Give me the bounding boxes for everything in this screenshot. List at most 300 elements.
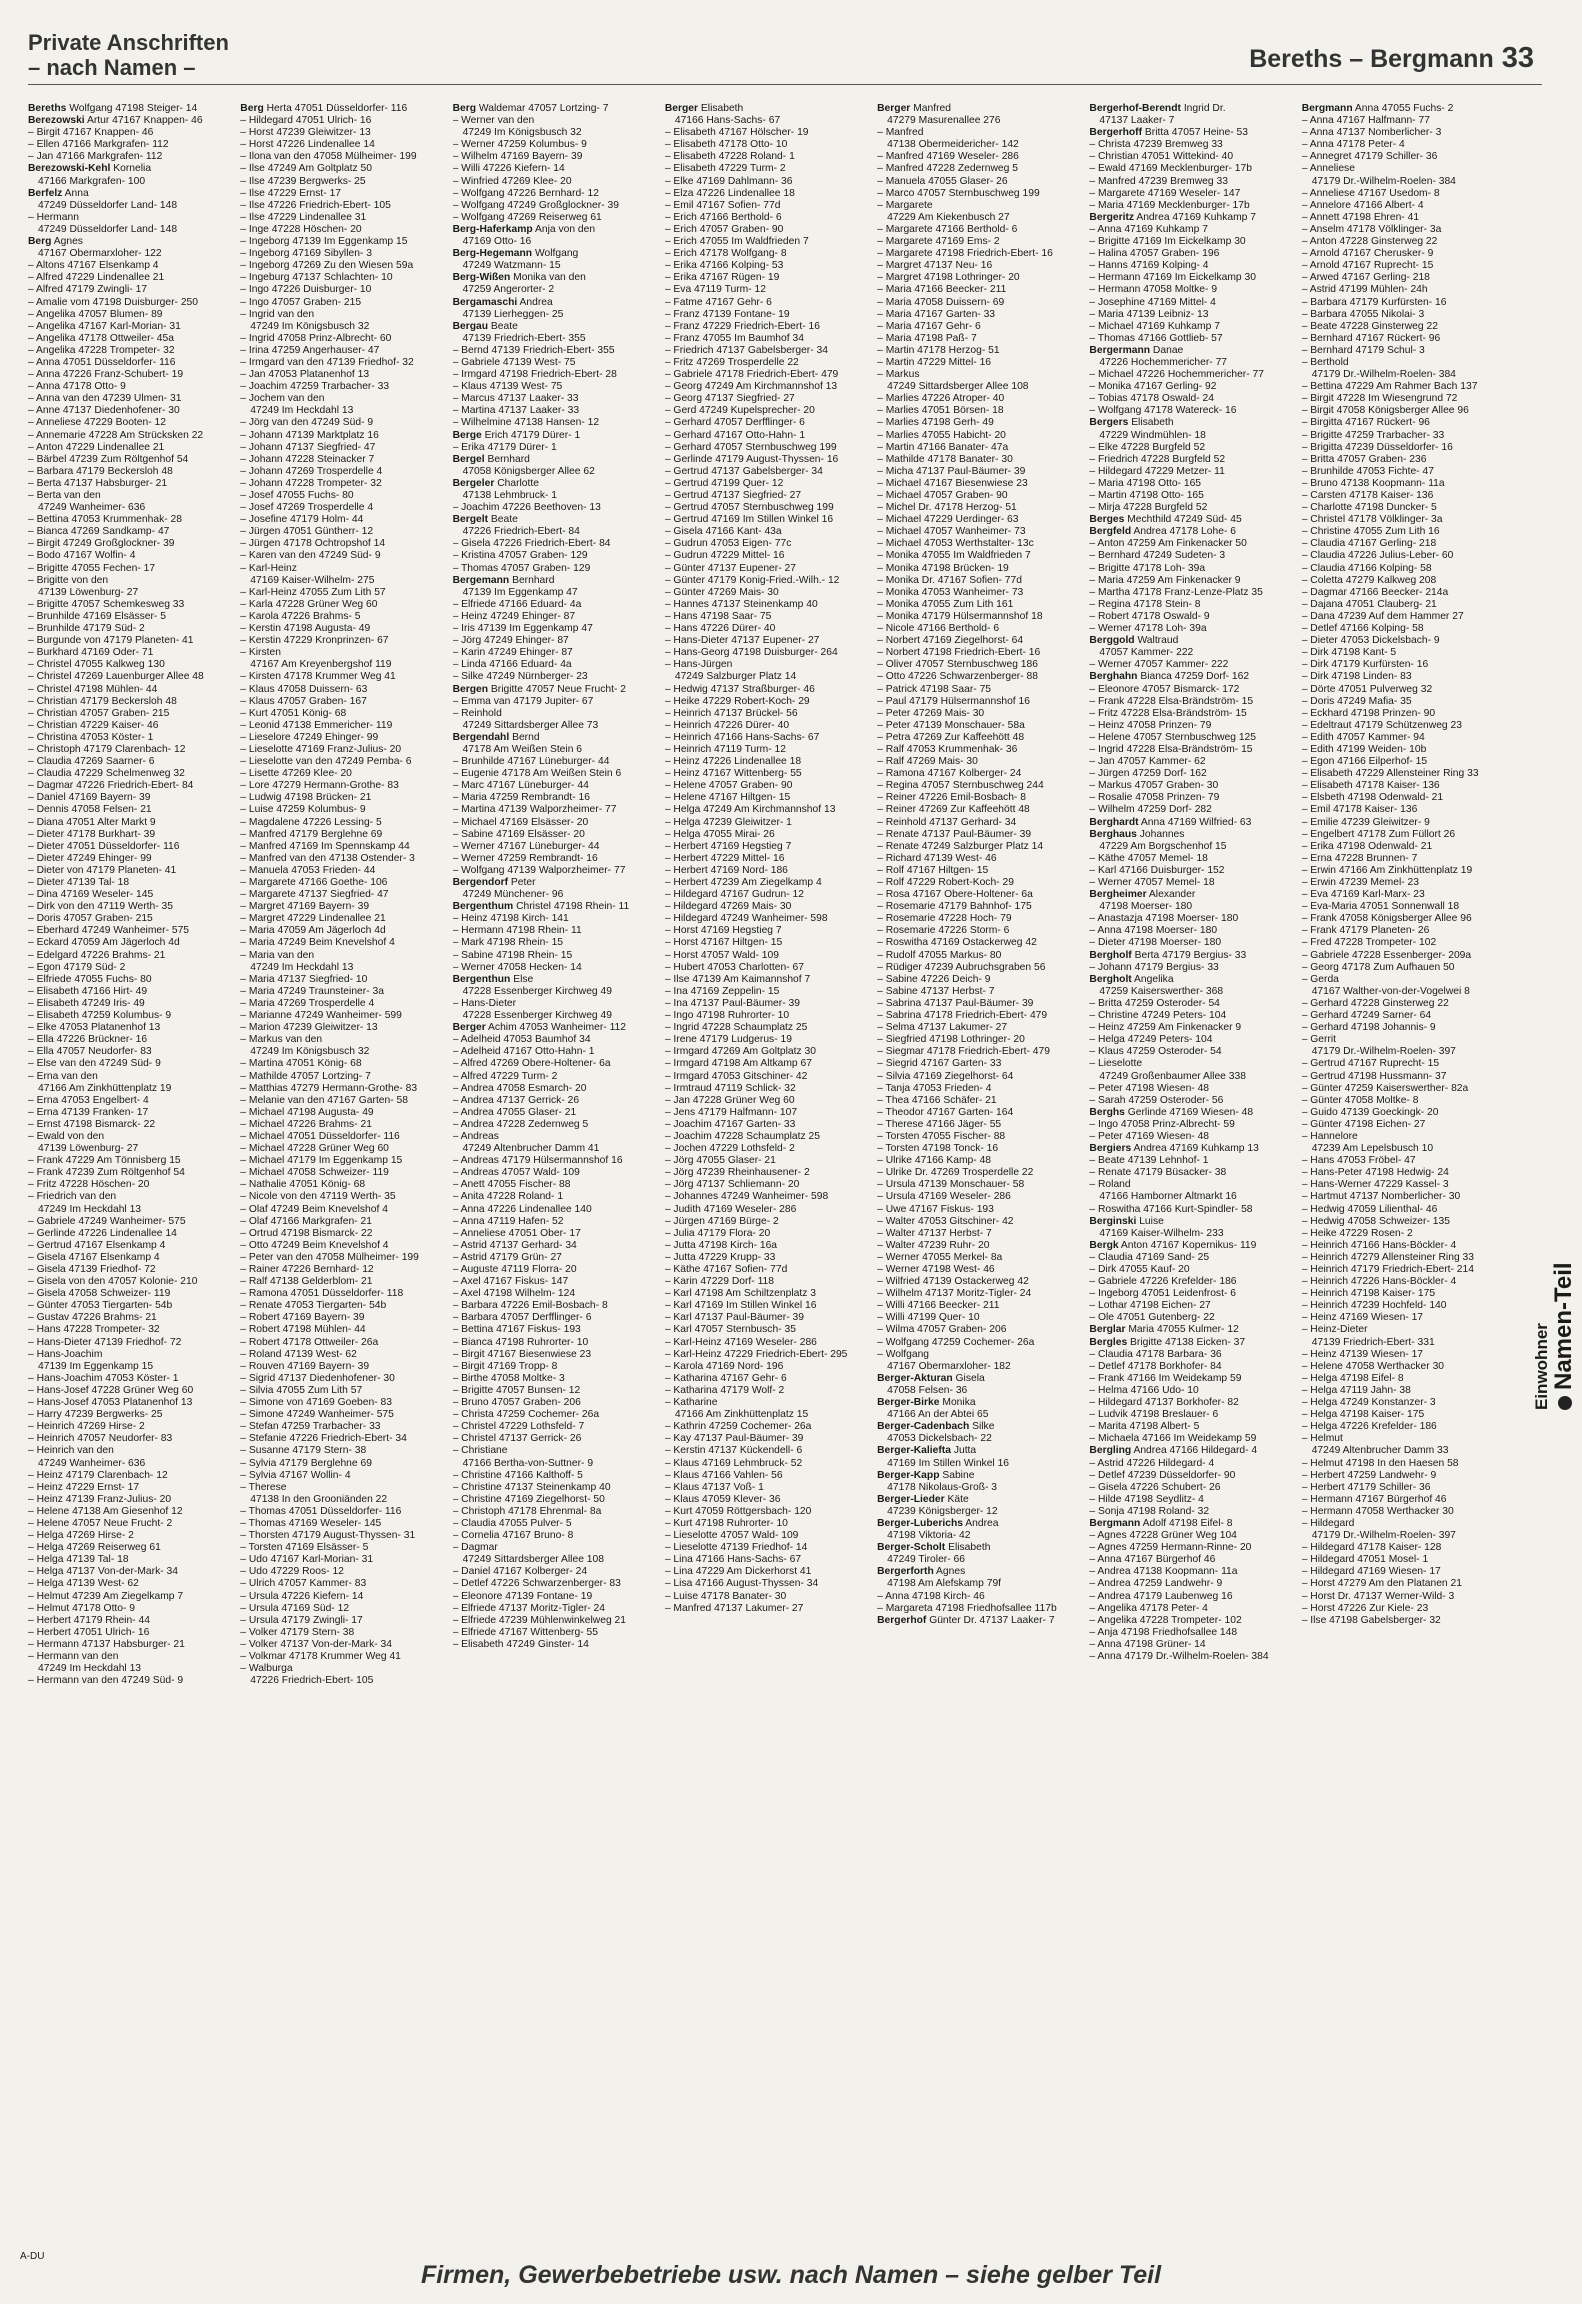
- directory-entry: – Siegmar 47178 Friedrich-Ebert- 479: [877, 1046, 1050, 1058]
- directory-entry: – Heinrich 47166 Hans-Böckler- 4: [1301, 1239, 1457, 1251]
- directory-entry: – Marlies 47055 Habicht- 20: [877, 429, 1006, 441]
- directory-entry: – Tanja 47053 Frieden- 4: [877, 1082, 992, 1094]
- directory-entry: – Gertrud 47057 Sternbuschweg 199: [664, 502, 834, 514]
- directory-entry: – Mirja 47228 Burgfeld 52: [1089, 502, 1208, 514]
- directory-entry: – Elisabeth 47249 Iris- 49: [28, 997, 145, 1009]
- directory-entry: – Martin 47198 Otto- 165: [1089, 490, 1204, 501]
- directory-entry: – Udo 47229 Roos- 12: [240, 1566, 344, 1578]
- directory-entry: Bergles Brigitte 47138 Eicken- 37: [1089, 1336, 1246, 1348]
- directory-entry: – Annelore 47166 Albert- 4: [1301, 199, 1424, 211]
- directory-entry: – Helmut: [1301, 1433, 1343, 1445]
- directory-entry: – Heinrich 47226 Dürer- 40: [664, 719, 790, 731]
- directory-entry: – Friedrich van den: [28, 1191, 117, 1203]
- directory-entry: – Lieselotte 47139 Friedhof- 14: [664, 1542, 808, 1554]
- directory-entry: – Ewald 47169 Mecklenburger- 17b: [1089, 163, 1252, 175]
- directory-entry: – Friedrich 47137 Gabelsberger- 34: [664, 344, 828, 356]
- directory-entry: – Dörte 47051 Pulverweg 32: [1301, 683, 1433, 695]
- directory-entry: – Peter 47139 Monschauer- 58a: [877, 719, 1025, 731]
- directory-entry: – Gertrud 47137 Siegfried- 27: [664, 490, 802, 501]
- directory-entry: – Karl-Heinz 47055 Zum Lith 57: [240, 586, 386, 598]
- directory-entry: – Maria 47167 Gehr- 6: [877, 320, 981, 332]
- directory-entry: – Sabine 47169 Elsässer- 20: [452, 828, 585, 840]
- directory-entry: – Gerhard 47057 Sternbuschweg 199: [664, 441, 837, 453]
- directory-entry: – Anna van den 47239 Ulmen- 31: [28, 393, 182, 405]
- directory-entry: – Herbert 47169 Nord- 186: [664, 864, 788, 876]
- directory-entry: – Christina 47053 Köster- 1: [28, 731, 154, 743]
- directory-entry: – Erna 47139 Franken- 17: [28, 1106, 149, 1118]
- directory-entry: – Barbara 47057 Derfflinger- 6: [452, 1312, 592, 1324]
- directory-entry: – Karl 47166 Duisburger- 152: [1089, 864, 1225, 876]
- directory-entry: – Winfried 47269 Klee- 20: [452, 175, 572, 187]
- directory-entry: – Bernhard 47249 Sudeten- 3: [1089, 550, 1226, 562]
- directory-entry: 47198 Viktoria- 42: [887, 1530, 971, 1542]
- directory-entry: – Petra 47269 Zur Kaffeehött 48: [877, 731, 1025, 743]
- directory-entry: – Heinz 47229 Ernst- 17: [28, 1481, 140, 1493]
- directory-entry: – Anna 47226 Lindenallee 140: [452, 1203, 592, 1215]
- directory-entry: – Ralf 47138 Gelderblom- 21: [240, 1276, 373, 1288]
- directory-entry: – Barbara 47179 Beckersloh 48: [28, 465, 173, 477]
- directory-entry: – Helmut 47239 Am Ziegelkamp 7: [28, 1590, 184, 1602]
- directory-entry: – Coletta 47279 Kalkweg 208: [1301, 574, 1437, 586]
- directory-entry: – Michael 47198 Augusta- 49: [240, 1106, 374, 1118]
- directory-entry: – Renate 47179 Büsacker- 38: [1089, 1167, 1227, 1179]
- directory-entry: – Guido 47139 Goeckingk- 20: [1301, 1106, 1439, 1118]
- directory-entry: – Hermann 47198 Rhein- 11: [452, 925, 582, 937]
- directory-entry: – Brigitte 47057 Bunsen- 12: [452, 1384, 581, 1396]
- directory-entry: – Hans-Josef 47053 Platanenhof 13: [28, 1397, 193, 1409]
- directory-entry: – Klaus 47259 Osteroder- 54: [1089, 1046, 1222, 1058]
- directory-entry: – Heinz-Dieter: [1301, 1324, 1368, 1336]
- directory-entry: – Hermann 47058 Werthacker 30: [1301, 1505, 1454, 1517]
- directory-entry: 47139 Lierheggen- 25: [462, 308, 564, 320]
- directory-entry: – Wilma 47057 Graben- 206: [877, 1324, 1007, 1336]
- directory-entry: – Ingo 47058 Prinz-Albrecht- 59: [1089, 1118, 1235, 1130]
- directory-entry: – Hermann 47058 Moltke- 9: [1089, 284, 1218, 296]
- directory-entry: 47249 Sittardsberger Allee 108: [887, 381, 1029, 393]
- directory-entry: – Brigitte 47057 Schemkesweg 33: [28, 598, 185, 610]
- directory-entry: Berger Manfred: [877, 103, 951, 114]
- directory-entry: Berger-Kaliefta Jutta: [877, 1445, 977, 1457]
- directory-entry: – Johann 47139 Marktplatz 16: [240, 429, 379, 441]
- directory-entry: – Agnes 47259 Hermann-Rinne- 20: [1089, 1542, 1252, 1554]
- directory-entry: – Christian 47229 Kaiser- 46: [28, 719, 159, 731]
- directory-entry: Berger-Luberichs Andrea: [877, 1517, 999, 1529]
- directory-entry: – Reiner 47269 Zur Kaffeehött 48: [877, 804, 1030, 816]
- directory-entry: – Alfred 47269 Obere-Holtener- 6a: [452, 1058, 611, 1070]
- directory-entry: – Anneliese 47051 Ober- 17: [452, 1227, 581, 1239]
- directory-entry: – Anna 47198 Grüner- 14: [1089, 1638, 1206, 1650]
- directory-entry: – Judith 47169 Weseler- 286: [664, 1203, 797, 1215]
- directory-entry: – Anna 47119 Hafen- 52: [452, 1215, 564, 1227]
- directory-entry: – Brunhilde 47053 Fichte- 47: [1301, 465, 1434, 477]
- directory-entry: – Heinz 47139 Franz-Julius- 20: [28, 1493, 172, 1505]
- directory-entry: – Gudrun 47053 Eigen- 77c: [664, 538, 792, 550]
- directory-entry: – Maria 47249 Traunsteiner- 3a: [240, 985, 384, 997]
- directory-entry: – Hannes 47137 Steinenkamp 40: [664, 598, 818, 610]
- directory-entry: – Margarete 47169 Weseler- 147: [1089, 187, 1241, 199]
- directory-entry: – Karl-Heinz 47229 Friedrich-Ebert- 295: [664, 1348, 848, 1360]
- directory-entry: – Elza 47226 Lindenallee 18: [664, 187, 795, 199]
- directory-entry: – Marlies 47226 Atroper- 40: [877, 393, 1005, 405]
- directory-entry: – Ursula 47226 Kiefern- 14: [240, 1590, 364, 1602]
- directory-entry: – Günter 47259 Kaiserswerther- 82a: [1301, 1082, 1469, 1094]
- directory-entry: – Thomas 47051 Düsseldorfer- 116: [240, 1505, 402, 1517]
- directory-entry: – Siegfried 47198 Lothringer- 20: [877, 1034, 1025, 1046]
- directory-entry: – Berta 47137 Habsburger- 21: [28, 477, 168, 489]
- directory-entry: – Hans-Josef 47228 Grüner Weg 60: [28, 1384, 194, 1396]
- directory-entry: – Reinhold 47137 Gerhard- 34: [877, 816, 1017, 828]
- directory-entry: 47058 Felsen- 36: [887, 1384, 968, 1396]
- directory-entry: – Horst 47226 Zur Kiele- 23: [1301, 1602, 1429, 1614]
- directory-entry: – Alfred 47229 Turm- 2: [452, 1070, 558, 1082]
- directory-entry: – Rosalie 47058 Prinzen- 79: [1089, 792, 1220, 804]
- directory-entry: – Doris 47057 Graben- 215: [28, 913, 153, 925]
- directory-entry: – Otto 47249 Beim Knevelshof 4: [240, 1239, 389, 1251]
- directory-entry: – Christine 47137 Steinenkamp 40: [452, 1481, 611, 1493]
- directory-entry: – Herbert 47179 Rhein- 44: [28, 1614, 150, 1626]
- directory-entry: – Ursula 47179 Zwingli- 17: [240, 1614, 363, 1626]
- directory-entry: – Wolfgang: [877, 1348, 930, 1360]
- directory-entry: – Anna 47169 Kuhkamp 7: [1089, 223, 1208, 235]
- directory-entry: – Angelika 47228 Trompeter- 32: [28, 344, 175, 356]
- directory-entry: – Therese 47166 Jäger- 55: [877, 1118, 1002, 1130]
- directory-entry: – Kirsten: [240, 647, 281, 659]
- directory-entry: 47139 Im Eggenkamp 15: [38, 1360, 154, 1372]
- directory-entry: Bergmann Adolf 47198 Eifel- 8: [1089, 1517, 1233, 1529]
- directory-entry: – Eugenie 47178 Am Weißen Stein 6: [452, 768, 622, 780]
- directory-entry: Bereths Wolfgang 47198 Steiger- 14: [28, 103, 198, 114]
- directory-entry: – Manfred 47137 Lakumer- 27: [664, 1602, 804, 1614]
- directory-entry: – Margret 47198 Lothringer- 20: [877, 272, 1020, 284]
- directory-entry: – Heike 47229 Rosen- 2: [1301, 1227, 1413, 1239]
- directory-entry: Berghaus Johannes: [1089, 828, 1185, 840]
- directory-entry: – Erwin 47166 Am Zinkhüttenplatz 19: [1301, 864, 1473, 876]
- directory-entry: – Helga 47226 Krefelder- 186: [1301, 1421, 1437, 1433]
- directory-entry: – Günter 47053 Tiergarten- 54b: [28, 1300, 173, 1312]
- directory-entry: – Wolfgang 47269 Reiserweg 61: [452, 211, 602, 223]
- directory-entry: – Ilse 47139 Am Kaimannshof 7: [664, 973, 811, 985]
- directory-entry: – Bruno 47138 Koopmann- 11a: [1301, 477, 1445, 489]
- directory-entry: – Oliver 47057 Sternbuschweg 186: [877, 659, 1038, 671]
- directory-entry: – Margarete 47169 Ems- 2: [877, 236, 1000, 248]
- directory-entry: – Auguste 47119 Florra- 20: [452, 1264, 577, 1275]
- directory-entry: – Anneliese 47167 Usedom- 8: [1301, 187, 1440, 199]
- directory-entry: – Lina 47166 Hans-Sachs- 67: [664, 1554, 802, 1566]
- directory-entry: – Gisela 47139 Friedhof- 72: [28, 1264, 156, 1275]
- directory-entry: – Dieter 47053 Dickelsbach- 9: [1301, 635, 1440, 647]
- directory-entry: – Doris 47249 Mafia- 35: [1301, 695, 1412, 707]
- directory-entry: Berglar Maria 47055 Kulmer- 12: [1089, 1324, 1239, 1336]
- section-tab-line1: Einwohner: [1532, 1323, 1551, 1410]
- directory-entry: – Eberhard 47249 Wanheimer- 575: [28, 925, 190, 937]
- directory-entry: Bergermann Danae: [1089, 344, 1184, 356]
- directory-entry: – Franz 47139 Fontane- 19: [664, 308, 790, 320]
- directory-entry: – Alfred 47179 Zwingli- 17: [28, 284, 148, 296]
- directory-entry: – Manfred van den 47138 Ostender- 3: [240, 852, 415, 864]
- directory-entry: – Erna van den: [28, 1070, 98, 1082]
- directory-entry: – Lisa 47166 August-Thyssen- 34: [664, 1578, 819, 1590]
- directory-entry: – Marlies 47051 Börsen- 18: [877, 405, 1004, 417]
- directory-entry: – Regina 47178 Stein- 8: [1089, 598, 1201, 610]
- directory-entry: – Mark 47198 Rhein- 15: [452, 937, 564, 949]
- footer-note: Firmen, Gewerbebetriebe usw. nach Namen – siehe gelber Teil: [420, 2261, 1162, 2289]
- directory-entry: – Gerda: [1301, 973, 1339, 985]
- directory-entry: – Cornelia 47167 Bruno- 8: [452, 1530, 574, 1542]
- directory-entry: – Gudrun 47229 Mittel- 16: [664, 550, 785, 562]
- directory-entry: – Andrea 47058 Esmarch- 20: [452, 1082, 587, 1094]
- directory-entry: – Gertrud 47198 Hussmann- 37: [1301, 1070, 1447, 1082]
- directory-entry: – Erika 47198 Odenwald- 21: [1301, 840, 1433, 852]
- directory-entry: – Hildegard 47167 Gudrun- 12: [664, 889, 804, 901]
- directory-entry: – Brigitte 47169 Im Eickelkamp 30: [1089, 236, 1246, 248]
- directory-entry: – Detlef 47239 Düsseldorfer- 90: [1089, 1469, 1236, 1481]
- directory-entry: – Klaus 47169 Lehmbruck- 52: [664, 1457, 803, 1469]
- directory-entry: 47229 Am Kiekenbusch 27: [887, 211, 1010, 223]
- directory-entry: – Astrid 47179 Grün- 27: [452, 1251, 562, 1263]
- directory-entry: – Andrea 47228 Zedernweg 5: [452, 1118, 589, 1130]
- directory-entry: – Margret 47137 Neu- 16: [877, 260, 993, 272]
- directory-entry: – Eckhard 47198 Prinzen- 90: [1301, 707, 1436, 719]
- directory-entry: – Marion 47239 Gleiwitzer- 13: [240, 1022, 378, 1034]
- directory-entry: – Angelika 47178 Ottweiler- 45a: [28, 332, 174, 344]
- directory-entry: – Hans-Georg 47198 Duisburger- 264: [664, 647, 838, 659]
- directory-entry: 47058 Königsberger Allee 62: [462, 465, 595, 477]
- directory-entry: – Micha 47137 Paul-Bäumer- 39: [877, 465, 1026, 477]
- directory-entry: – Werner 47057 Memel- 18: [1089, 877, 1215, 888]
- directory-entry: – Brunhilde 47169 Elsässer- 5: [28, 610, 166, 622]
- directory-entry: 47179 Dr.-Wilhelm-Roelen- 397: [1311, 1530, 1456, 1542]
- directory-entry: – Michael 47057 Graben- 90: [877, 490, 1008, 501]
- directory-entry: – Rüdiger 47239 Aubruchsgraben 56: [877, 961, 1046, 973]
- directory-entry: – Dieter 47198 Moerser- 180: [1089, 937, 1222, 949]
- directory-entry: – Annett 47198 Ehren- 41: [1301, 211, 1420, 223]
- name-range: Bereths – Bergmann: [1249, 45, 1494, 73]
- directory-entry: – Christian 47179 Beckersloh 48: [28, 695, 177, 707]
- directory-entry: – Helga 47269 Reiserweg 61: [28, 1542, 161, 1554]
- directory-entry: – Ina 47137 Paul-Bäumer- 39: [664, 997, 800, 1009]
- directory-entry: – Gabriele 47139 West- 75: [452, 356, 576, 368]
- directory-entry: – Claudia 47229 Schelmenweg 32: [28, 768, 185, 780]
- directory-entry: – Elfriede 47055 Fuchs- 80: [28, 973, 152, 985]
- directory-entry: – Claudia 47167 Gerling- 218: [1301, 538, 1437, 550]
- directory-entry: – Irina 47259 Angerhauser- 47: [240, 344, 380, 356]
- directory-entry: – Helga 47239 Gleiwitzer- 1: [664, 816, 792, 828]
- directory-entry: – Margarete 47198 Friedrich-Ebert- 16: [877, 248, 1053, 260]
- directory-entry: – Johann 47228 Trompeter- 32: [240, 477, 382, 489]
- directory-entry: – Jörg van den 47249 Süd- 9: [240, 417, 374, 429]
- directory-entry: – Manfred 47239 Bremweg 33: [1089, 175, 1228, 187]
- directory-entry: – Lina 47229 Am Dickerhorst 41: [664, 1566, 812, 1578]
- directory-entry: – Siegrid 47167 Garten- 33: [877, 1058, 1002, 1070]
- corner-code: A-DU: [20, 2251, 45, 2262]
- directory-entry: – Anett 47055 Fischer- 88: [452, 1179, 571, 1191]
- directory-entry: – Heinz 47226 Lindenallee 18: [664, 756, 802, 768]
- directory-entry: – Christoph 47178 Ehrenmal- 8a: [452, 1505, 602, 1517]
- directory-entry: – Edith 47199 Weiden- 10b: [1301, 743, 1427, 755]
- directory-entry: – Andrea 47137 Gerrick- 26: [452, 1094, 580, 1106]
- directory-entry: – Monika 47055 Im Waldfrieden 7: [877, 550, 1031, 562]
- directory-entry: – Kirsten 47178 Krummer Weg 41: [240, 671, 396, 683]
- directory-entry: Berg Agnes: [28, 236, 83, 248]
- directory-entry: – Georg 47178 Zum Aufhauen 50: [1301, 961, 1455, 973]
- directory-entry: – Erich 47057 Graben- 90: [664, 223, 784, 235]
- directory-entry: – Klaus 47058 Duissern- 63: [240, 683, 368, 695]
- directory-entry: – Hans 47226 Dürer- 40: [664, 623, 776, 635]
- directory-entry: – Friedrich 47228 Burgfeld 52: [1089, 453, 1226, 465]
- directory-entry: – Ingrid 47228 Elsa-Brändström- 15: [1089, 743, 1253, 755]
- directory-entry: – Bianca 47198 Ruhrorter- 10: [452, 1336, 589, 1348]
- directory-entry: Bergiers Andrea 47169 Kuhkamp 13: [1089, 1143, 1259, 1155]
- directory-entry: – Erna 47053 Engelbert- 4: [28, 1094, 149, 1106]
- directory-entry: – Rouven 47169 Bayern- 39: [240, 1360, 370, 1372]
- directory-entry: – Maria 47059 Am Jägerloch 4d: [240, 925, 386, 937]
- directory-entry: – Gerhard 47198 Johannis- 9: [1301, 1022, 1436, 1034]
- directory-entry: – Manuela 47055 Glaser- 26: [877, 175, 1008, 187]
- directory-column: [877, 103, 1073, 2253]
- directory-entry: – Lieselore 47249 Ehinger- 99: [240, 731, 379, 743]
- directory-entry: – Maria 47198 Paß- 7: [877, 332, 977, 344]
- directory-entry: – Maria 47137 Siegfried- 10: [240, 973, 368, 985]
- directory-entry: – Christine 47169 Ziegelhorst- 50: [452, 1493, 605, 1505]
- directory-entry: – Silvia 47055 Zum Lith 57: [240, 1384, 363, 1396]
- directory-entry: – Brigitte von den: [28, 574, 109, 586]
- directory-entry: – Anna 47167 Bürgerhof 46: [1089, 1554, 1216, 1566]
- directory-entry: – Rosemarie 47228 Hoch- 79: [877, 913, 1012, 925]
- directory-entry: – Helene 47057 Sternbuschweg 125: [1089, 731, 1256, 743]
- directory-entry: 47249 Sittardsberger Allee 73: [462, 719, 599, 731]
- directory-entry: – Elisabeth 47229 Turm- 2: [664, 163, 786, 175]
- directory-entry: – Martina 47051 König- 68: [240, 1058, 362, 1070]
- directory-entry: – Michael 47169 Elsässer- 20: [452, 816, 589, 828]
- directory-entry: – Lieselotte 47169 Franz-Julius- 20: [240, 743, 402, 755]
- directory-entry: – Martina 47137 Laaker- 33: [452, 405, 580, 417]
- directory-entry: – Heinz 47139 Wiesen- 17: [1301, 1348, 1424, 1360]
- directory-entry: Berg Waldemar 47057 Lortzing- 7: [452, 103, 609, 114]
- directory-entry: – Helga 47139 Tal- 18: [28, 1554, 129, 1566]
- directory-entry: Berghahn Bianca 47259 Dorf- 162: [1089, 671, 1250, 683]
- directory-entry: – Elisabeth 47166 Hirt- 49: [28, 985, 148, 997]
- directory-entry: – Hermann van den 47249 Süd- 9: [28, 1675, 184, 1687]
- directory-entry: – Karin 47249 Ehinger- 87: [452, 647, 573, 659]
- directory-entry: 47139 Friedrich-Ebert- 355: [462, 332, 586, 344]
- directory-entry: 47249 Wanheimer- 636: [38, 502, 146, 514]
- directory-entry: – Silke 47249 Nürnberger- 23: [452, 671, 588, 683]
- directory-entry: – Mathilde 47057 Lortzing- 7: [240, 1070, 371, 1082]
- directory-entry: – Claudia 47166 Kolping- 58: [1301, 562, 1432, 574]
- directory-entry: Bergeler Charlotte: [452, 477, 539, 489]
- directory-entry: – Werner 47058 Hecken- 14: [452, 961, 582, 973]
- directory-entry: – Günter 47137 Eupener- 27: [664, 562, 796, 574]
- directory-entry: – Ralf 47269 Mais- 30: [877, 756, 978, 768]
- directory-entry: – Lothar 47198 Eichen- 27: [1089, 1300, 1211, 1312]
- directory-entry: – Hildegard 47137 Borkhofer- 82: [1089, 1397, 1239, 1409]
- directory-entry: – Hedwig 47058 Schweizer- 135: [1301, 1215, 1450, 1227]
- directory-entry: – Dirk von den 47119 Werth- 35: [28, 901, 174, 913]
- directory-entry: 47249 Watzmann- 15: [462, 260, 561, 272]
- directory-entry: 47249 Großenbaumer Allee 338: [1099, 1070, 1246, 1082]
- directory-entry: – Daniel 47169 Bayern- 39: [28, 792, 151, 804]
- directory-entry: – Anna 47178 Otto- 9: [28, 381, 126, 393]
- directory-entry: – Ilse 47198 Gabelsberger- 32: [1301, 1614, 1441, 1626]
- directory-entry: – Maria 47139 Leibniz- 13: [1089, 308, 1209, 320]
- directory-entry: Berger-Scholt Elisabeth: [877, 1542, 991, 1554]
- directory-entry: – Rolf 47229 Robert-Koch- 29: [877, 877, 1014, 888]
- directory-entry: – Günter 47269 Mais- 30: [664, 586, 779, 598]
- directory-entry: – Marco 47057 Sternbuschweg 199: [877, 187, 1040, 199]
- directory-entry: – Roland: [1089, 1179, 1131, 1191]
- directory-entry: – Walter 47053 Gitschiner- 42: [877, 1215, 1014, 1227]
- directory-entry: – Burgunde von 47179 Planeten- 41: [28, 635, 194, 647]
- directory-entry: – Irmgard 47198 Friedrich-Ebert- 28: [452, 369, 617, 381]
- directory-entry: – Ramona 47051 Düsseldorfer- 118: [240, 1288, 404, 1300]
- directory-entry: 47249 Düsseldorfer Land- 148: [38, 223, 178, 235]
- directory-entry: – Norbert 47169 Ziegelhorst- 64: [877, 635, 1024, 647]
- directory-entry: – Anselm 47178 Völklinger- 3a: [1301, 223, 1442, 235]
- directory-entry: – Wolfgang 47226 Bernhard- 12: [452, 187, 599, 199]
- directory-entry: – Paul 47179 Hülsermannshof 16: [877, 695, 1030, 707]
- directory-entry: – Ulrike Dr. 47269 Trosperdelle 22: [877, 1167, 1034, 1179]
- directory-entry: – Manfred: [877, 127, 924, 139]
- directory-entry: – Daniel 47167 Kolberger- 24: [452, 1566, 588, 1578]
- directory-entry: – Brigitte 47055 Fechen- 17: [28, 562, 156, 574]
- directory-entry: – Lieselotte 47057 Wald- 109: [664, 1530, 799, 1542]
- directory-entry: – Julia 47179 Flora- 20: [664, 1227, 771, 1239]
- directory-entry: – Gertrud 47199 Quer- 12: [664, 477, 784, 489]
- directory-entry: – Gerd 47249 Kupelsprecher- 20: [664, 405, 815, 417]
- directory-entry: – Elfriede 47239 Mühlenwinkelweg 21: [452, 1614, 627, 1626]
- directory-entry: 47179 Dr.-Wilhelm-Roelen- 397: [1311, 1046, 1456, 1058]
- directory-entry: – Ingo 47057 Graben- 215: [240, 296, 362, 308]
- directory-entry: – Silvia 47169 Ziegelhorst- 64: [877, 1070, 1014, 1082]
- directory-entry: – Werner 47178 Loh- 39a: [1089, 623, 1207, 635]
- directory-entry: – Erika 47166 Kolping- 53: [664, 260, 784, 272]
- directory-entry: – Anton 47229 Lindenallee 21: [28, 441, 165, 453]
- directory-entry: – Walter 47137 Herbst- 7: [877, 1227, 992, 1239]
- directory-entry: – Ilse 47226 Friedrich-Ebert- 105: [240, 199, 391, 211]
- directory-entry: – Gertrud 47167 Elsenkamp 4: [28, 1239, 166, 1251]
- directory-entry: – Thea 47166 Schäfer- 21: [877, 1094, 997, 1106]
- directory-entry: 47239 Am Lepelsbusch 10: [1311, 1143, 1434, 1155]
- directory-entry: 47249 Altenbrucher Damm 41: [462, 1143, 600, 1155]
- directory-entry: – Gerlinde 47179 August-Thyssen- 16: [664, 453, 839, 465]
- directory-entry: – Hildegard 47178 Kaiser- 128: [1301, 1542, 1442, 1554]
- directory-entry: – Magdalene 47226 Lessing- 5: [240, 816, 382, 828]
- directory-entry: – Heinrich 47119 Turm- 12: [664, 743, 786, 755]
- directory-entry: – Arnold 47167 Ruprecht- 15: [1301, 260, 1434, 272]
- directory-entry: – Karl 47169 Im Stillen Winkel 16: [664, 1300, 817, 1312]
- directory-entry: – Eva 47119 Turm- 12: [664, 284, 766, 296]
- directory-entry: Berginski Luise: [1089, 1215, 1164, 1227]
- directory-entry: – Martin 47229 Mittel- 16: [877, 356, 992, 368]
- directory-entry: Bergholf Berta 47179 Bergius- 33: [1089, 949, 1247, 961]
- directory-entry: – Hans-Peter 47198 Hedwig- 24: [1301, 1167, 1449, 1179]
- directory-entry: – Christine 47166 Kalthoff- 5: [452, 1469, 583, 1481]
- directory-entry: – Heinrich 47179 Friedrich-Ebert- 214: [1301, 1264, 1474, 1275]
- directory-entry: – Anna 47137 Nomberlicher- 3: [1301, 127, 1442, 139]
- directory-entry: – Heinrich 47137 Brückel- 56: [664, 707, 798, 719]
- directory-entry: 47249 Im Heckdahl 13: [250, 961, 354, 973]
- directory-entry: – Birgit 47167 Knappen- 46: [28, 127, 154, 139]
- directory-entry: – Ilse 47229 Ernst- 17: [240, 187, 342, 199]
- directory-entry: – Manfred 47228 Zedernweg 5: [877, 163, 1018, 175]
- directory-entry: – Johann 47269 Trosperdelle 4: [240, 465, 383, 477]
- directory-entry: – Heinrich 47269 Hirse- 2: [28, 1421, 145, 1433]
- directory-entry: – Ralf 47053 Krummenhak- 36: [877, 743, 1018, 755]
- directory-entry: – Axel 47198 Wilhelm- 124: [452, 1288, 576, 1300]
- directory-entry: – Anna 47198 Kirch- 46: [877, 1590, 985, 1602]
- directory-entry: – Bianca 47269 Sandkamp- 47: [28, 526, 170, 538]
- directory-entry: – Sylvia 47179 Berglehne 69: [240, 1457, 372, 1469]
